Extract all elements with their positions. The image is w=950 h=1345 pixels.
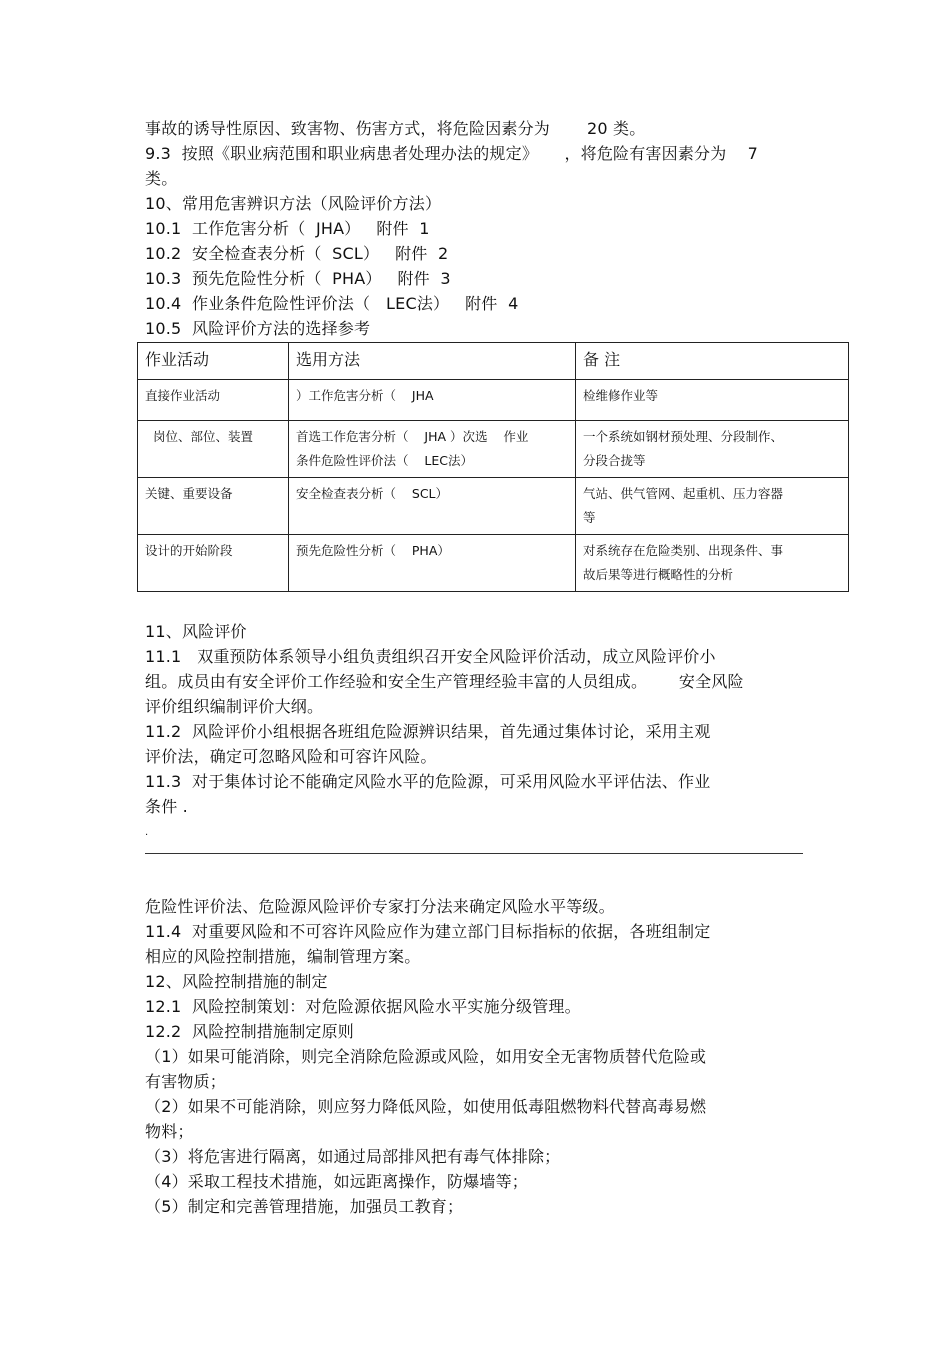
text-line: 12.1 风险控制策划：对危险源依据风险水平实施分级管理。: [145, 997, 581, 1016]
text-line: 相应的风险控制措施，编制管理方案。: [145, 947, 421, 966]
text-line: 条件 .: [145, 797, 188, 816]
text-line: 组。成员由有安全评价工作经验和安全生产管理经验丰富的人员组成。 安全风险: [145, 672, 744, 691]
text-line: 10.1 工作危害分析（ JHA） 附件 1: [145, 219, 430, 238]
text-line: 9.3 按照《职业病范围和职业病患者处理办法的规定》 ，将危险有害因素分为 7: [145, 144, 758, 163]
text-line: （3）将危害进行隔离，如通过局部排风把有毒气体排除；: [145, 1147, 561, 1166]
text-line: （1）如果可能消除，则完全消除危险源或风险，如用安全无害物质替代危险或: [145, 1047, 707, 1066]
table-cell: 一个系统如钢材预处理、分段制作、 分段合拢等: [576, 421, 849, 478]
text-line: 物料；: [145, 1122, 194, 1141]
table-header-row: [138, 343, 849, 380]
section-heading: 10、常用危害辨识方法（风险评价方法）: [145, 194, 442, 213]
text-line: 10.2 安全检查表分析（ SCL） 附件 2: [145, 244, 449, 263]
text-line: 危险性评价法、危险源风险评价专家打分法来确定风险水平等级。: [145, 897, 615, 916]
table-header-cell: 作业活动: [138, 343, 289, 380]
table-cell: 预先危险性分析（ PHA）: [289, 535, 576, 592]
table-cell: 关键、重要设备: [138, 478, 289, 535]
table-row: [138, 421, 849, 478]
text-line: 10.3 预先危险性分析（ PHA） 附件 3: [145, 269, 451, 288]
table-cell: 首选工作危害分析（ JHA ）次选 作业 条件危险性评价法（ LEC法）: [289, 421, 576, 478]
text-line: 评价组织编制评价大纲。: [145, 697, 324, 716]
table-cell: 直接作业活动: [138, 380, 289, 421]
text-line: 评价法，确定可忽略风险和可容许风险。: [145, 747, 437, 766]
text-line: 有害物质；: [145, 1072, 227, 1091]
table-row: [138, 380, 849, 421]
section-heading: 12、风险控制措施的制定: [145, 972, 328, 991]
table-cell: 检维修作业等: [576, 380, 849, 421]
table-cell: 安全检查表分析（ SCL）: [289, 478, 576, 535]
text-line: 11.2 风险评价小组根据各班组危险源辨识结果，首先通过集体讨论，采用主观: [145, 722, 711, 741]
table-cell: 气站、供气管网、起重机、压力容器 等: [576, 478, 849, 535]
table-cell: 设计的开始阶段: [138, 535, 289, 592]
table-row: [138, 535, 849, 592]
page-break-dot: .: [145, 827, 149, 838]
page-break-rule: [145, 853, 803, 854]
section-heading: 11、风险评价: [145, 622, 247, 641]
text-line: 11.1 双重预防体系领导小组负责组织召开安全风险评价活动，成立风险评价小: [145, 647, 716, 666]
text-line: 11.3 对于集体讨论不能确定风险水平的危险源，可采用风险水平评估法、作业: [145, 772, 711, 791]
text-line: 11.4 对重要风险和不可容许风险应作为建立部门目标指标的依据，各班组制定: [145, 922, 711, 941]
text-line: 12.2 风险控制措施制定原则: [145, 1022, 354, 1041]
text-line: 10.4 作业条件危险性评价法（ LEC法） 附件 4: [145, 294, 519, 313]
table-cell: ）工作危害分析（ JHA: [289, 380, 576, 421]
text-line: （4）采取工程技术措施，如远距离操作，防爆墙等；: [145, 1172, 528, 1191]
text-line: 10.5 风险评价方法的选择参考: [145, 319, 371, 338]
text-line: （2）如果不可能消除，则应努力降低风险，如使用低毒阻燃物料代替高毒易燃: [145, 1097, 707, 1116]
table-header-cell: 备 注: [576, 343, 849, 380]
table-cell: 岗位、部位、装置: [138, 421, 289, 478]
text-line: 事故的诱导性原因、致害物、伤害方式，将危险因素分为 20 类。: [145, 119, 646, 138]
table-cell: 对系统存在危险类别、出现条件、事 故后果等进行概略性的分析: [576, 535, 849, 592]
table-header-cell: 选用方法: [289, 343, 576, 380]
method-selection-table: [137, 342, 849, 592]
table-row: [138, 478, 849, 535]
text-line: （5）制定和完善管理措施，加强员工教育；: [145, 1197, 464, 1216]
text-line: 类。: [145, 169, 178, 188]
